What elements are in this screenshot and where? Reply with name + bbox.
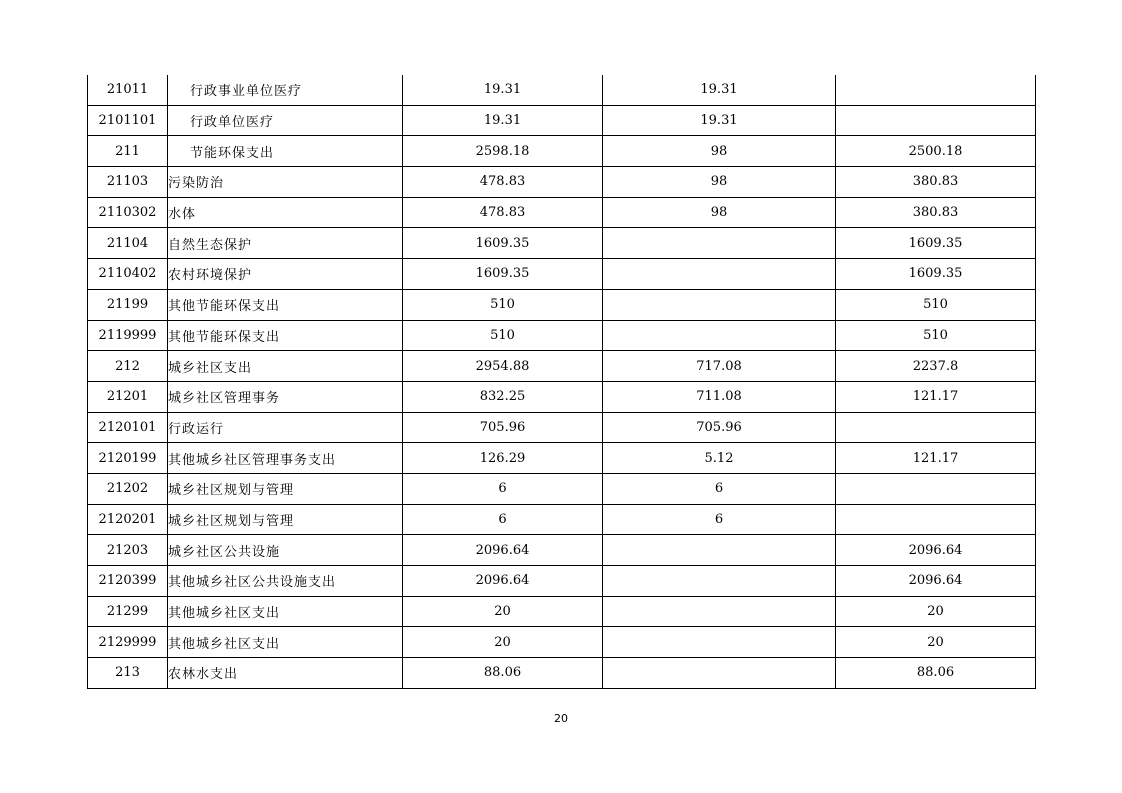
subject-code-cell: 2120101 xyxy=(88,412,168,443)
project-expenditure-cell: 2500.18 xyxy=(836,136,1036,167)
table-row xyxy=(88,535,1036,566)
table-row xyxy=(88,443,1036,474)
project-expenditure-cell: 1609.35 xyxy=(836,259,1036,290)
subject-name-cell: 农村环境保护 xyxy=(168,259,403,290)
subject-name-cell: 其他城乡社区支出 xyxy=(168,627,403,658)
project-expenditure-cell: 2096.64 xyxy=(836,535,1036,566)
subject-code-cell: 2129999 xyxy=(88,627,168,658)
subject-code-cell: 21199 xyxy=(88,289,168,320)
total-amount-cell: 478.83 xyxy=(403,167,603,198)
subject-name-cell: 其他节能环保支出 xyxy=(168,320,403,351)
project-expenditure-cell: 510 xyxy=(836,320,1036,351)
total-amount-cell: 705.96 xyxy=(403,412,603,443)
subject-name-cell: 城乡社区规划与管理 xyxy=(168,473,403,504)
total-amount-cell: 126.29 xyxy=(403,443,603,474)
table-row xyxy=(88,320,1036,351)
basic-expenditure-cell: 6 xyxy=(603,504,836,535)
budget-expenditure-table xyxy=(87,75,1036,689)
table-row xyxy=(88,504,1036,535)
basic-expenditure-cell: 705.96 xyxy=(603,412,836,443)
subject-code-cell: 21203 xyxy=(88,535,168,566)
total-amount-cell: 832.25 xyxy=(403,381,603,412)
subject-code-cell: 2110402 xyxy=(88,259,168,290)
subject-code-cell: 21011 xyxy=(88,75,168,105)
subject-code-cell: 2120199 xyxy=(88,443,168,474)
subject-name-cell: 节能环保支出 xyxy=(168,136,403,167)
total-amount-cell: 2096.64 xyxy=(403,566,603,597)
basic-expenditure-cell: 6 xyxy=(603,473,836,504)
table-body xyxy=(88,75,1036,688)
subject-code-cell: 21201 xyxy=(88,381,168,412)
basic-expenditure-cell: 19.31 xyxy=(603,105,836,136)
project-expenditure-cell xyxy=(836,75,1036,105)
subject-name-cell: 水体 xyxy=(168,197,403,228)
subject-code-cell: 21202 xyxy=(88,473,168,504)
basic-expenditure-cell xyxy=(603,228,836,259)
table-row xyxy=(88,289,1036,320)
project-expenditure-cell xyxy=(836,105,1036,136)
basic-expenditure-cell: 711.08 xyxy=(603,381,836,412)
subject-name-cell: 自然生态保护 xyxy=(168,228,403,259)
subject-code-cell: 2120201 xyxy=(88,504,168,535)
project-expenditure-cell xyxy=(836,412,1036,443)
basic-expenditure-cell: 98 xyxy=(603,197,836,228)
total-amount-cell: 20 xyxy=(403,627,603,658)
table-row xyxy=(88,351,1036,382)
project-expenditure-cell xyxy=(836,504,1036,535)
total-amount-cell: 2598.18 xyxy=(403,136,603,167)
table-row xyxy=(88,412,1036,443)
total-amount-cell: 6 xyxy=(403,504,603,535)
basic-expenditure-cell xyxy=(603,566,836,597)
subject-name-cell: 行政单位医疗 xyxy=(168,105,403,136)
subject-name-cell: 城乡社区公共设施 xyxy=(168,535,403,566)
basic-expenditure-cell: 98 xyxy=(603,136,836,167)
project-expenditure-cell: 1609.35 xyxy=(836,228,1036,259)
subject-name-cell: 其他节能环保支出 xyxy=(168,289,403,320)
basic-expenditure-cell: 98 xyxy=(603,167,836,198)
table-row xyxy=(88,658,1036,689)
subject-name-cell: 行政运行 xyxy=(168,412,403,443)
table-row xyxy=(88,259,1036,290)
subject-code-cell: 2101101 xyxy=(88,105,168,136)
basic-expenditure-cell xyxy=(603,320,836,351)
project-expenditure-cell: 121.17 xyxy=(836,381,1036,412)
project-expenditure-cell: 510 xyxy=(836,289,1036,320)
basic-expenditure-cell xyxy=(603,658,836,689)
subject-name-cell: 城乡社区支出 xyxy=(168,351,403,382)
page-number: 20 xyxy=(554,712,568,725)
project-expenditure-cell: 20 xyxy=(836,627,1036,658)
total-amount-cell: 6 xyxy=(403,473,603,504)
basic-expenditure-cell xyxy=(603,289,836,320)
table-row xyxy=(88,473,1036,504)
total-amount-cell: 478.83 xyxy=(403,197,603,228)
table-row xyxy=(88,566,1036,597)
project-expenditure-cell xyxy=(836,473,1036,504)
table-row xyxy=(88,167,1036,198)
total-amount-cell: 1609.35 xyxy=(403,259,603,290)
subject-name-cell: 其他城乡社区公共设施支出 xyxy=(168,566,403,597)
table-row xyxy=(88,197,1036,228)
subject-code-cell: 2110302 xyxy=(88,197,168,228)
total-amount-cell: 510 xyxy=(403,320,603,351)
table-row xyxy=(88,136,1036,167)
subject-name-cell: 污染防治 xyxy=(168,167,403,198)
project-expenditure-cell: 2237.8 xyxy=(836,351,1036,382)
project-expenditure-cell: 88.06 xyxy=(836,658,1036,689)
subject-code-cell: 211 xyxy=(88,136,168,167)
subject-code-cell: 2119999 xyxy=(88,320,168,351)
total-amount-cell: 510 xyxy=(403,289,603,320)
basic-expenditure-cell: 717.08 xyxy=(603,351,836,382)
basic-expenditure-cell: 5.12 xyxy=(603,443,836,474)
subject-code-cell: 21104 xyxy=(88,228,168,259)
subject-code-cell: 21299 xyxy=(88,596,168,627)
table-row xyxy=(88,381,1036,412)
table-row xyxy=(88,75,1036,105)
total-amount-cell: 19.31 xyxy=(403,75,603,105)
table-row xyxy=(88,105,1036,136)
table-row xyxy=(88,627,1036,658)
total-amount-cell: 2954.88 xyxy=(403,351,603,382)
subject-name-cell: 其他城乡社区管理事务支出 xyxy=(168,443,403,474)
subject-code-cell: 2120399 xyxy=(88,566,168,597)
basic-expenditure-cell xyxy=(603,627,836,658)
total-amount-cell: 2096.64 xyxy=(403,535,603,566)
basic-expenditure-cell xyxy=(603,535,836,566)
subject-name-cell: 农林水支出 xyxy=(168,658,403,689)
total-amount-cell: 20 xyxy=(403,596,603,627)
basic-expenditure-cell xyxy=(603,596,836,627)
table-row xyxy=(88,596,1036,627)
project-expenditure-cell: 20 xyxy=(836,596,1036,627)
total-amount-cell: 19.31 xyxy=(403,105,603,136)
subject-code-cell: 213 xyxy=(88,658,168,689)
total-amount-cell: 88.06 xyxy=(403,658,603,689)
project-expenditure-cell: 121.17 xyxy=(836,443,1036,474)
project-expenditure-cell: 380.83 xyxy=(836,167,1036,198)
subject-name-cell: 行政事业单位医疗 xyxy=(168,75,403,105)
total-amount-cell: 1609.35 xyxy=(403,228,603,259)
basic-expenditure-cell xyxy=(603,259,836,290)
basic-expenditure-cell: 19.31 xyxy=(603,75,836,105)
subject-name-cell: 城乡社区规划与管理 xyxy=(168,504,403,535)
subject-code-cell: 21103 xyxy=(88,167,168,198)
table-row xyxy=(88,228,1036,259)
project-expenditure-cell: 380.83 xyxy=(836,197,1036,228)
subject-name-cell: 其他城乡社区支出 xyxy=(168,596,403,627)
subject-name-cell: 城乡社区管理事务 xyxy=(168,381,403,412)
subject-code-cell: 212 xyxy=(88,351,168,382)
project-expenditure-cell: 2096.64 xyxy=(836,566,1036,597)
